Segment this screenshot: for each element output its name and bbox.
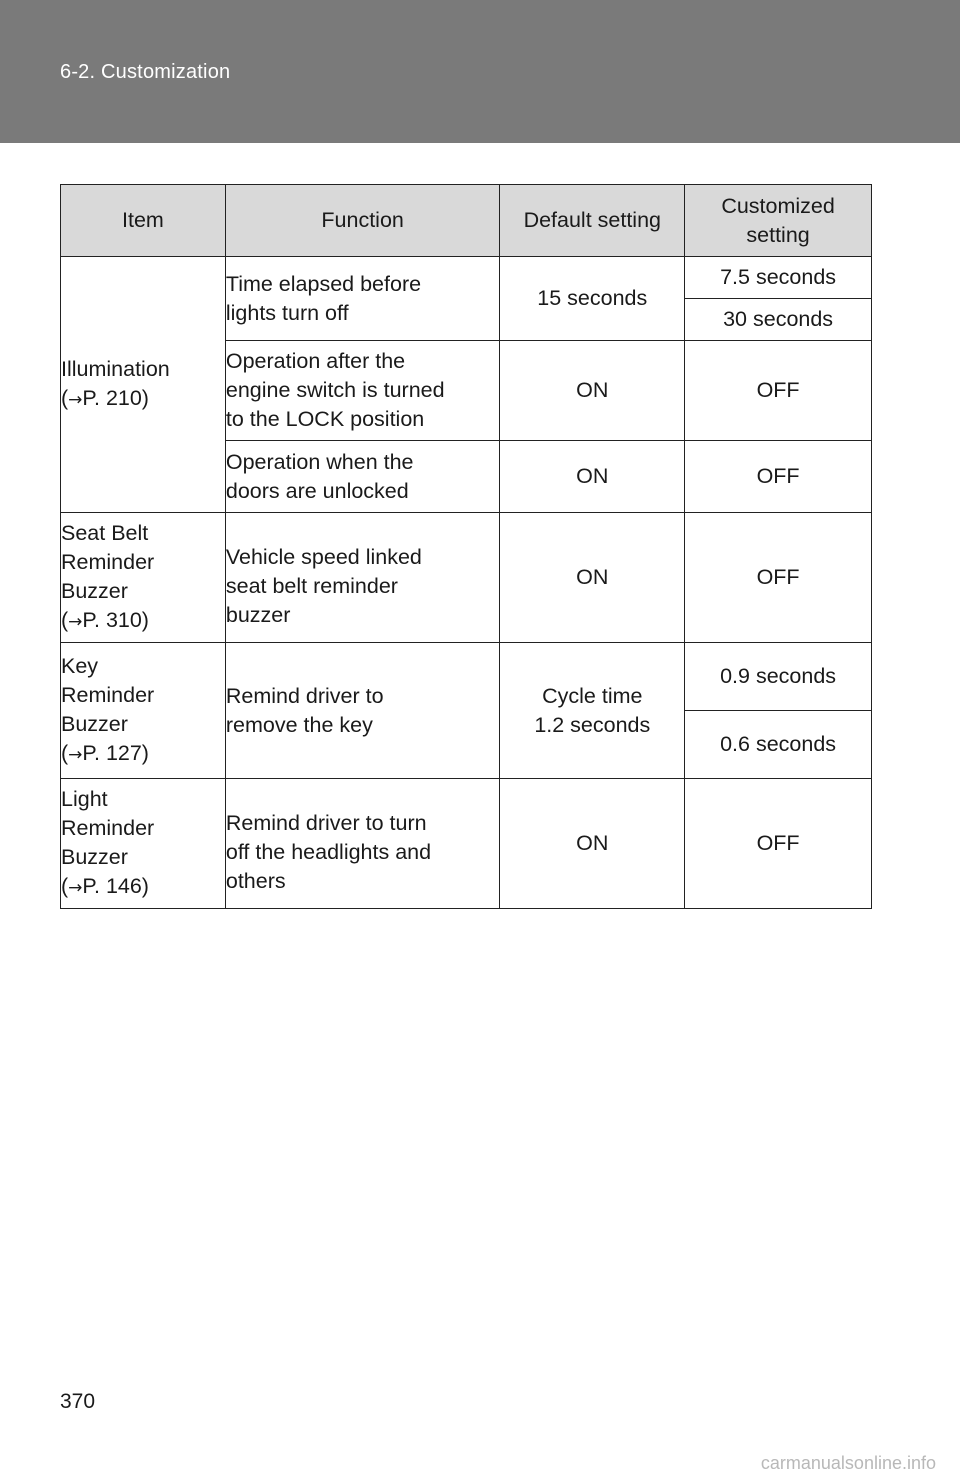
table-row	[61, 513, 872, 643]
item-illumination	[61, 257, 226, 513]
default-setting-cell: ON	[500, 441, 685, 513]
page-reference: (→P. 146)	[61, 873, 149, 898]
arrow-right-icon: →	[68, 611, 83, 632]
header-band	[0, 0, 960, 143]
customization-table	[60, 184, 872, 909]
function-cell: Operation after the engine switch is turned to the LOCK position	[225, 341, 500, 441]
table-row	[61, 257, 872, 299]
arrow-right-icon: →	[68, 389, 83, 410]
function-cell: Vehicle speed linked seat belt reminder buzzer	[225, 513, 500, 643]
function-cell: Operation when the doors are unlocked	[225, 441, 500, 513]
header-customized-setting	[685, 185, 872, 257]
item-seat-belt-reminder-buzzer: Seat Belt Reminder Buzzer (→P. 310)	[61, 513, 226, 643]
item-key-reminder-buzzer: Key Reminder Buzzer (→P. 127)	[61, 643, 226, 779]
page-reference: (→P. 310)	[61, 607, 149, 632]
header-customized-line2: setting	[746, 222, 810, 247]
function-cell: Remind driver to remove the key	[225, 643, 500, 779]
watermark: carmanualsonline.info	[760, 1453, 936, 1473]
item-name: Illumination	[61, 356, 170, 381]
customized-setting-cell: 30 seconds	[685, 299, 872, 341]
customized-setting-cell: OFF	[685, 513, 872, 643]
customized-setting-cell: 0.9 seconds	[685, 643, 872, 711]
header-customized-line1: Customized	[721, 193, 835, 218]
page-reference: (→P. 127)	[61, 740, 149, 765]
header-item: Item	[61, 185, 226, 257]
table-row	[61, 779, 872, 909]
page-number: 370	[60, 1390, 96, 1413]
default-setting-cell: ON	[500, 513, 685, 643]
section-title: 6-2. Customization	[60, 61, 231, 83]
customized-setting-cell: OFF	[685, 779, 872, 909]
default-setting-cell: ON	[500, 341, 685, 441]
table-header-row	[61, 185, 872, 257]
default-setting-cell: Cycle time 1.2 seconds	[500, 643, 685, 779]
function-cell: Remind driver to turn off the headlights and others	[225, 779, 500, 909]
customized-setting-cell: 0.6 seconds	[685, 711, 872, 779]
table-row	[61, 643, 872, 711]
function-cell: Time elapsed before lights turn off	[225, 257, 500, 341]
customized-setting-cell: OFF	[685, 441, 872, 513]
header-function: Function	[225, 185, 500, 257]
arrow-right-icon: →	[68, 877, 83, 898]
customized-setting-cell: OFF	[685, 341, 872, 441]
default-setting-cell: 15 seconds	[500, 257, 685, 341]
page-reference: (→P. 210)	[61, 385, 149, 410]
default-setting-cell: ON	[500, 779, 685, 909]
customized-setting-cell: 7.5 seconds	[685, 257, 872, 299]
header-default-setting: Default setting	[500, 185, 685, 257]
arrow-right-icon: →	[68, 744, 83, 765]
item-light-reminder-buzzer: Light Reminder Buzzer (→P. 146)	[61, 779, 226, 909]
